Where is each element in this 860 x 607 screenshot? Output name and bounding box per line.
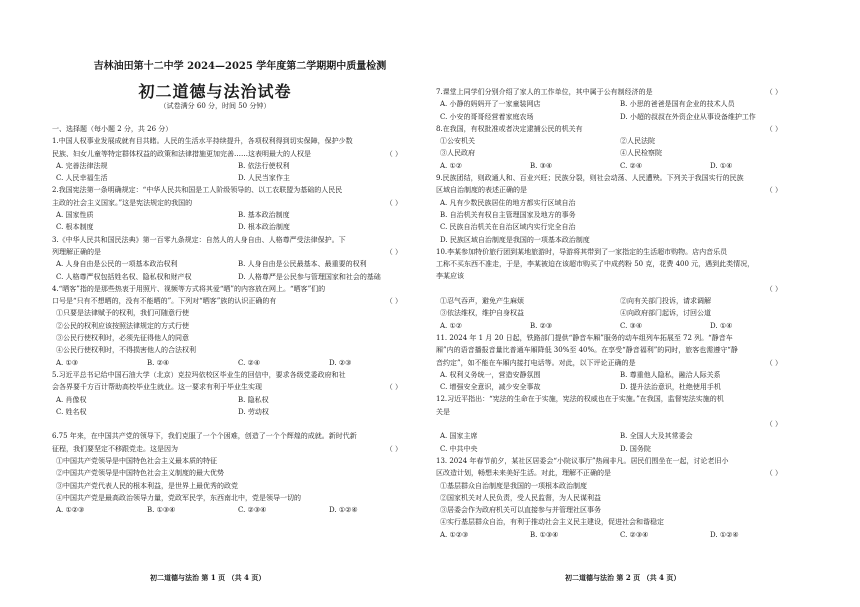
line-text: 2.我国宪法第一条明确规定：“中华人民共和国是工人阶级领导的、以工农联盟为基础的人民民 bbox=[52, 186, 343, 195]
option-item: ④人民检察院 bbox=[620, 149, 662, 158]
line-text: 列理解正确的是 bbox=[52, 247, 101, 256]
question-line bbox=[52, 320, 420, 332]
option-row bbox=[52, 394, 420, 406]
line-text: A. 凡有少数民族居住的地方都实行区域自治 bbox=[440, 198, 576, 207]
option-row bbox=[436, 443, 800, 455]
option-item: ②人民法院 bbox=[620, 137, 655, 146]
answer-bracket: （ ） bbox=[385, 383, 402, 392]
question-line bbox=[436, 480, 800, 492]
footer-left: 初二道德与法治 第 1 页 （共 4 页） bbox=[150, 573, 266, 582]
option-item: B. ②④ bbox=[147, 358, 170, 367]
line-text: 3.《中华人民共和国民法典》第一百零九条规定：自然人的人身自由、人格尊严受法律保护。下 bbox=[52, 235, 346, 244]
answer-bracket: （ ） bbox=[765, 358, 782, 367]
option-row bbox=[436, 369, 800, 381]
question-line bbox=[52, 135, 420, 147]
line-text: ④公民行使权利时，不得损害他人的合法权利 bbox=[56, 346, 196, 355]
line-text: 李某应该 bbox=[436, 272, 464, 281]
question-line bbox=[436, 332, 800, 344]
option-row bbox=[52, 209, 420, 221]
option-row bbox=[52, 160, 420, 172]
option-item: A. ①②③ bbox=[56, 506, 85, 515]
option-item: C. ③④ bbox=[620, 321, 643, 330]
option-item: C. 姓名权 bbox=[56, 407, 87, 416]
question-line bbox=[52, 344, 420, 356]
option-item: C. ②④ bbox=[238, 358, 261, 367]
line-text: 1.中国人权事业发展成就有目共睹。人民的生活水平持续提升，各项权利得到切实保障，保护少数 bbox=[52, 137, 353, 146]
option-item: C. 小安的哥哥经营着家庭农场 bbox=[440, 112, 534, 121]
question-line bbox=[52, 307, 420, 319]
option-item: B. 尊重他人隐私，融洽人际关系 bbox=[620, 370, 721, 379]
question-line bbox=[52, 480, 420, 492]
option-row bbox=[436, 529, 800, 541]
line-text: 10.李某参加特价旅行团到某地旅游时，导游将其带到了一家指定的生活超市购物。店内音乐员 bbox=[436, 247, 728, 256]
option-item: C. ②④ bbox=[620, 161, 643, 170]
option-item: A. 人身自由是公民的一项基本政治权利 bbox=[56, 260, 178, 269]
option-item: C. 根本制度 bbox=[56, 223, 94, 232]
question-line bbox=[52, 184, 420, 196]
question-line bbox=[52, 234, 420, 246]
question-line bbox=[436, 234, 800, 246]
option-item: B. 全国人大及其常委会 bbox=[620, 432, 693, 441]
option-row bbox=[436, 295, 800, 307]
question-line bbox=[52, 381, 420, 393]
option-item: A. 肖像权 bbox=[56, 395, 87, 404]
option-row bbox=[436, 160, 800, 172]
option-item: A. 小静的妈妈开了一家童装网店 bbox=[440, 100, 541, 109]
option-item: B. 小思的爸爸是国有企业的技术人员 bbox=[620, 100, 735, 109]
line-text: 征程，我们要坚定不移跟党走。这是因为 bbox=[52, 444, 178, 453]
option-item: C. 中共中央 bbox=[440, 444, 478, 453]
option-row bbox=[52, 172, 420, 184]
answer-bracket: （ ） bbox=[765, 124, 782, 133]
question-line bbox=[52, 246, 420, 258]
answer-bracket: （ ） bbox=[765, 186, 782, 195]
option-item: D. ②③ bbox=[329, 358, 352, 367]
question-line bbox=[436, 357, 800, 369]
line-text: ①基层群众自治制度是我国的一项根本政治制度 bbox=[440, 481, 587, 490]
line-text: ①中国共产党领导是中国特色社会主义最本质的特征 bbox=[56, 457, 217, 466]
question-line bbox=[52, 492, 420, 504]
line-text: 11. 2024 年 1 月 20 日起，铁路部门提供“静音车厢”服务的动车组列车拓展至 72 列。“静音车 bbox=[436, 333, 733, 342]
line-text: 关是 bbox=[436, 407, 450, 416]
option-item: B. 依法行使权利 bbox=[238, 161, 290, 170]
line-text: 音约定”，如不能在车厢内接打电话等。对此，以下评论正确的是 bbox=[436, 358, 636, 367]
line-text: C. 民族自治机关在自治区域内实行完全自治 bbox=[440, 223, 576, 232]
line-text: ④中国共产党是最高政治领导力量，党政军民学，东西南北中，党是领导一切的 bbox=[56, 493, 301, 502]
option-row bbox=[52, 221, 420, 233]
question-line bbox=[436, 393, 800, 405]
question-line bbox=[436, 270, 800, 282]
question-line bbox=[436, 172, 800, 184]
line-text: ②国家机关对人民负责，受人民监督，为人民谋利益 bbox=[440, 493, 601, 502]
answer-bracket: （ ） bbox=[385, 444, 402, 453]
option-row bbox=[436, 98, 800, 110]
question-line bbox=[436, 504, 800, 516]
option-item: D. 人格尊严是公民参与管理国家和社会的基础 bbox=[238, 272, 381, 281]
question-line bbox=[436, 258, 800, 270]
school-line: 吉林油田第十二中学 2024—2025 学年度第二学期期中质量检测 bbox=[93, 61, 387, 72]
question-line bbox=[436, 516, 800, 528]
option-item: A. ①② bbox=[440, 321, 463, 330]
option-item: A. 权利义务统一，营造安静氛围 bbox=[440, 370, 541, 379]
question-line bbox=[52, 123, 420, 135]
line-text: ①只要是法律赋予的权利，我们可随意行使 bbox=[56, 309, 189, 318]
exam-note: （试卷满分 60 分，时间 50 分钟） bbox=[159, 102, 271, 110]
question-line bbox=[52, 197, 420, 209]
question-line bbox=[436, 123, 800, 135]
option-item: B. ②③ bbox=[530, 321, 553, 330]
option-item: A. ①②③ bbox=[440, 530, 469, 539]
question-line bbox=[52, 418, 420, 430]
option-item: B. 隐私权 bbox=[238, 395, 269, 404]
question-line bbox=[52, 467, 420, 479]
option-row bbox=[52, 271, 420, 283]
option-item: D. ①④ bbox=[710, 161, 733, 170]
left-column bbox=[52, 123, 420, 517]
page-right bbox=[430, 0, 860, 607]
answer-bracket: （ ） bbox=[385, 149, 402, 158]
line-text: 主政的社会主义国家。”这是宪法规定的我国的 bbox=[52, 198, 193, 207]
option-row bbox=[52, 357, 420, 369]
option-item: ③依法维权，维护自身权益 bbox=[440, 309, 524, 318]
option-item: ③人民政府 bbox=[440, 149, 475, 158]
option-row bbox=[52, 406, 420, 418]
line-text: 工称不买东西不准走，于是，李某被迫在该超市购买了中成药粉 50 克，花费 400 元，遇到此类情况， bbox=[436, 260, 755, 269]
option-item: B. ①③④ bbox=[147, 506, 176, 515]
question-line bbox=[436, 492, 800, 504]
option-item: D. ①②④ bbox=[710, 530, 739, 539]
option-item: D. 国务院 bbox=[620, 444, 651, 453]
option-item: D. 小超的叔叔在外资企业从事设备维护工作 bbox=[620, 112, 756, 121]
line-text: 7.课堂上同学们分别介绍了家人的工作单位，其中属于公有制经济的是 bbox=[436, 88, 653, 96]
option-item: D. 根本政治制度 bbox=[238, 223, 290, 232]
option-item: D. 人民当家作主 bbox=[238, 174, 290, 183]
option-item: A. ①② bbox=[440, 161, 463, 170]
option-item: A. 完善法律法规 bbox=[56, 161, 108, 170]
line-text: ③居委会作为政府机关可以直接参与并管理社区事务 bbox=[440, 506, 601, 515]
question-line bbox=[52, 295, 420, 307]
option-item: D. 劳动权 bbox=[238, 407, 269, 416]
question-line bbox=[436, 406, 800, 418]
option-item: ④向政府部门起诉，讨回公道 bbox=[620, 309, 711, 318]
line-text: ③中国共产党代表人民的根本利益，是世界上最优秀的政党 bbox=[56, 481, 238, 490]
option-item: B. ③④ bbox=[530, 161, 553, 170]
question-line bbox=[52, 332, 420, 344]
line-text: 区改造计划，畅想未来美好生活。对此，理解不正确的是 bbox=[436, 469, 611, 478]
option-item: C. ②③④ bbox=[620, 530, 649, 539]
option-item: D. ①④ bbox=[710, 321, 733, 330]
option-item: A. ①③ bbox=[56, 358, 79, 367]
option-item: C. 人格尊严权包括姓名权、隐私权和财产权 bbox=[56, 272, 192, 281]
option-item: ①忍气吞声，避免产生麻烦 bbox=[440, 297, 524, 306]
line-text: 6.75 年来，在中国共产党的领导下，我们克服了一个个困难，创造了一个个辉煌的成就。新时代新 bbox=[52, 432, 357, 441]
option-row bbox=[52, 258, 420, 270]
option-item: A. 国家主席 bbox=[440, 432, 478, 441]
question-line bbox=[436, 197, 800, 209]
question-line bbox=[436, 455, 800, 467]
option-row bbox=[436, 135, 800, 147]
line-text: 区域自治制度的表述正确的是 bbox=[436, 186, 527, 195]
question-line bbox=[436, 283, 800, 295]
question-line bbox=[52, 455, 420, 467]
line-text: ④实行基层群众自治，有利于推动社会主义民主建设，促进社会和谐稳定 bbox=[440, 518, 664, 527]
line-text: 口号是“只有不想晒的，没有不能晒的”。下列对“晒客”族的认识正确的有 bbox=[52, 297, 277, 306]
line-text: 8.在我国，有权批准或者决定逮捕公民的机关有 bbox=[436, 124, 583, 133]
question-line bbox=[52, 443, 420, 455]
option-item: B. 人身自由是公民最基本、最重要的权利 bbox=[238, 260, 367, 269]
option-row bbox=[52, 504, 420, 516]
question-line bbox=[52, 369, 420, 381]
line-text: ②公民的权利应该按照法律规定的方式行使 bbox=[56, 321, 189, 330]
option-row bbox=[436, 147, 800, 159]
option-item: ②向有关部门投诉，请求调解 bbox=[620, 297, 711, 306]
line-text: 厢”内的语音播报音量比普通车厢降低 30%至 40%。在享受“静音福利”的同时，旅客也需遵守“静 bbox=[436, 346, 738, 355]
line-text: 9.民族团结，则政通人和、百业兴旺；民族分裂，则社会动荡、人民遭殃。下列关于我国实行的民族 bbox=[436, 174, 744, 183]
question-line bbox=[52, 148, 420, 160]
exam-title: 初二道德与法治试卷 bbox=[138, 82, 292, 101]
answer-bracket: （ ） bbox=[765, 284, 782, 293]
question-line bbox=[436, 184, 800, 196]
option-row bbox=[436, 307, 800, 319]
question-line bbox=[436, 344, 800, 356]
answer-bracket: （ ） bbox=[385, 198, 402, 207]
footer-right: 初二道德与法治 第 2 页 （共 4 页） bbox=[565, 573, 681, 582]
line-text: D. 民族区域自治制度是我国的一项基本政治制度 bbox=[440, 235, 590, 244]
line-text: 一、选择题（每小题 2 分，共 26 分） bbox=[52, 125, 173, 133]
question-line bbox=[436, 86, 800, 98]
option-item: B. ①③④ bbox=[530, 530, 559, 539]
question-line bbox=[436, 209, 800, 221]
line-text: 12.习近平指出：“宪法的生命在于实施，宪法的权威也在于实施。”在我国，监督宪法实施的机 bbox=[436, 395, 724, 404]
option-item: D. ①②④ bbox=[329, 506, 358, 515]
answer-bracket: （ ） bbox=[765, 420, 782, 429]
line-text: 13. 2024 年春节前夕，某社区居委会“小院议事厅”热闹非凡。居民们围坐在一起，讨论老旧小 bbox=[436, 456, 729, 465]
answer-bracket: （ ） bbox=[765, 469, 782, 478]
option-item: ①公安机关 bbox=[440, 137, 475, 146]
option-item: C. 人民幸福生活 bbox=[56, 174, 108, 183]
option-row bbox=[436, 320, 800, 332]
option-item: C. 增强安全意识，减少安全事故 bbox=[440, 383, 541, 392]
answer-bracket: （ ） bbox=[385, 247, 402, 256]
question-line bbox=[436, 246, 800, 258]
line-text: ③公民行使权利时，必须先征得他人的同意 bbox=[56, 334, 189, 343]
question-line bbox=[436, 221, 800, 233]
option-item: B. 基本政治制度 bbox=[238, 211, 290, 220]
line-text: 会各界要千方百计帮助高校毕业生就业。这一要求有利于毕业生实现 bbox=[52, 383, 262, 392]
line-text: ②中国共产党领导是中国特色社会主义制度的最大优势 bbox=[56, 469, 224, 478]
line-text: 4.“晒客”指的是那些热衷于用照片、视频等方式将其爱“晒”的内容放在网上。“晒客”们的 bbox=[52, 284, 326, 293]
option-item: D. 提升法治意识，杜绝使用手机 bbox=[620, 383, 721, 392]
line-text: B. 自治机关有权自主管理国家及地方的事务 bbox=[440, 210, 576, 219]
question-line bbox=[52, 430, 420, 442]
question-line bbox=[436, 467, 800, 479]
right-column bbox=[436, 86, 800, 541]
question-line bbox=[436, 418, 800, 430]
option-row bbox=[436, 381, 800, 393]
option-row bbox=[436, 430, 800, 442]
question-line bbox=[52, 283, 420, 295]
answer-bracket: （ ） bbox=[765, 88, 782, 96]
option-item: C. ②③④ bbox=[238, 506, 267, 515]
line-text: 民族、妇女儿童等特定群体权益的政策和法律措施更加完善……这表明最大的人权是 bbox=[52, 149, 311, 158]
option-item: A. 国家性质 bbox=[56, 211, 94, 220]
option-row bbox=[436, 111, 800, 123]
answer-bracket: （ ） bbox=[385, 297, 402, 306]
line-text: 5.习近平总书记给中国石油大学（北京）克拉玛依校区毕业生的回信中，要求各级党委政府和社 bbox=[52, 370, 346, 379]
